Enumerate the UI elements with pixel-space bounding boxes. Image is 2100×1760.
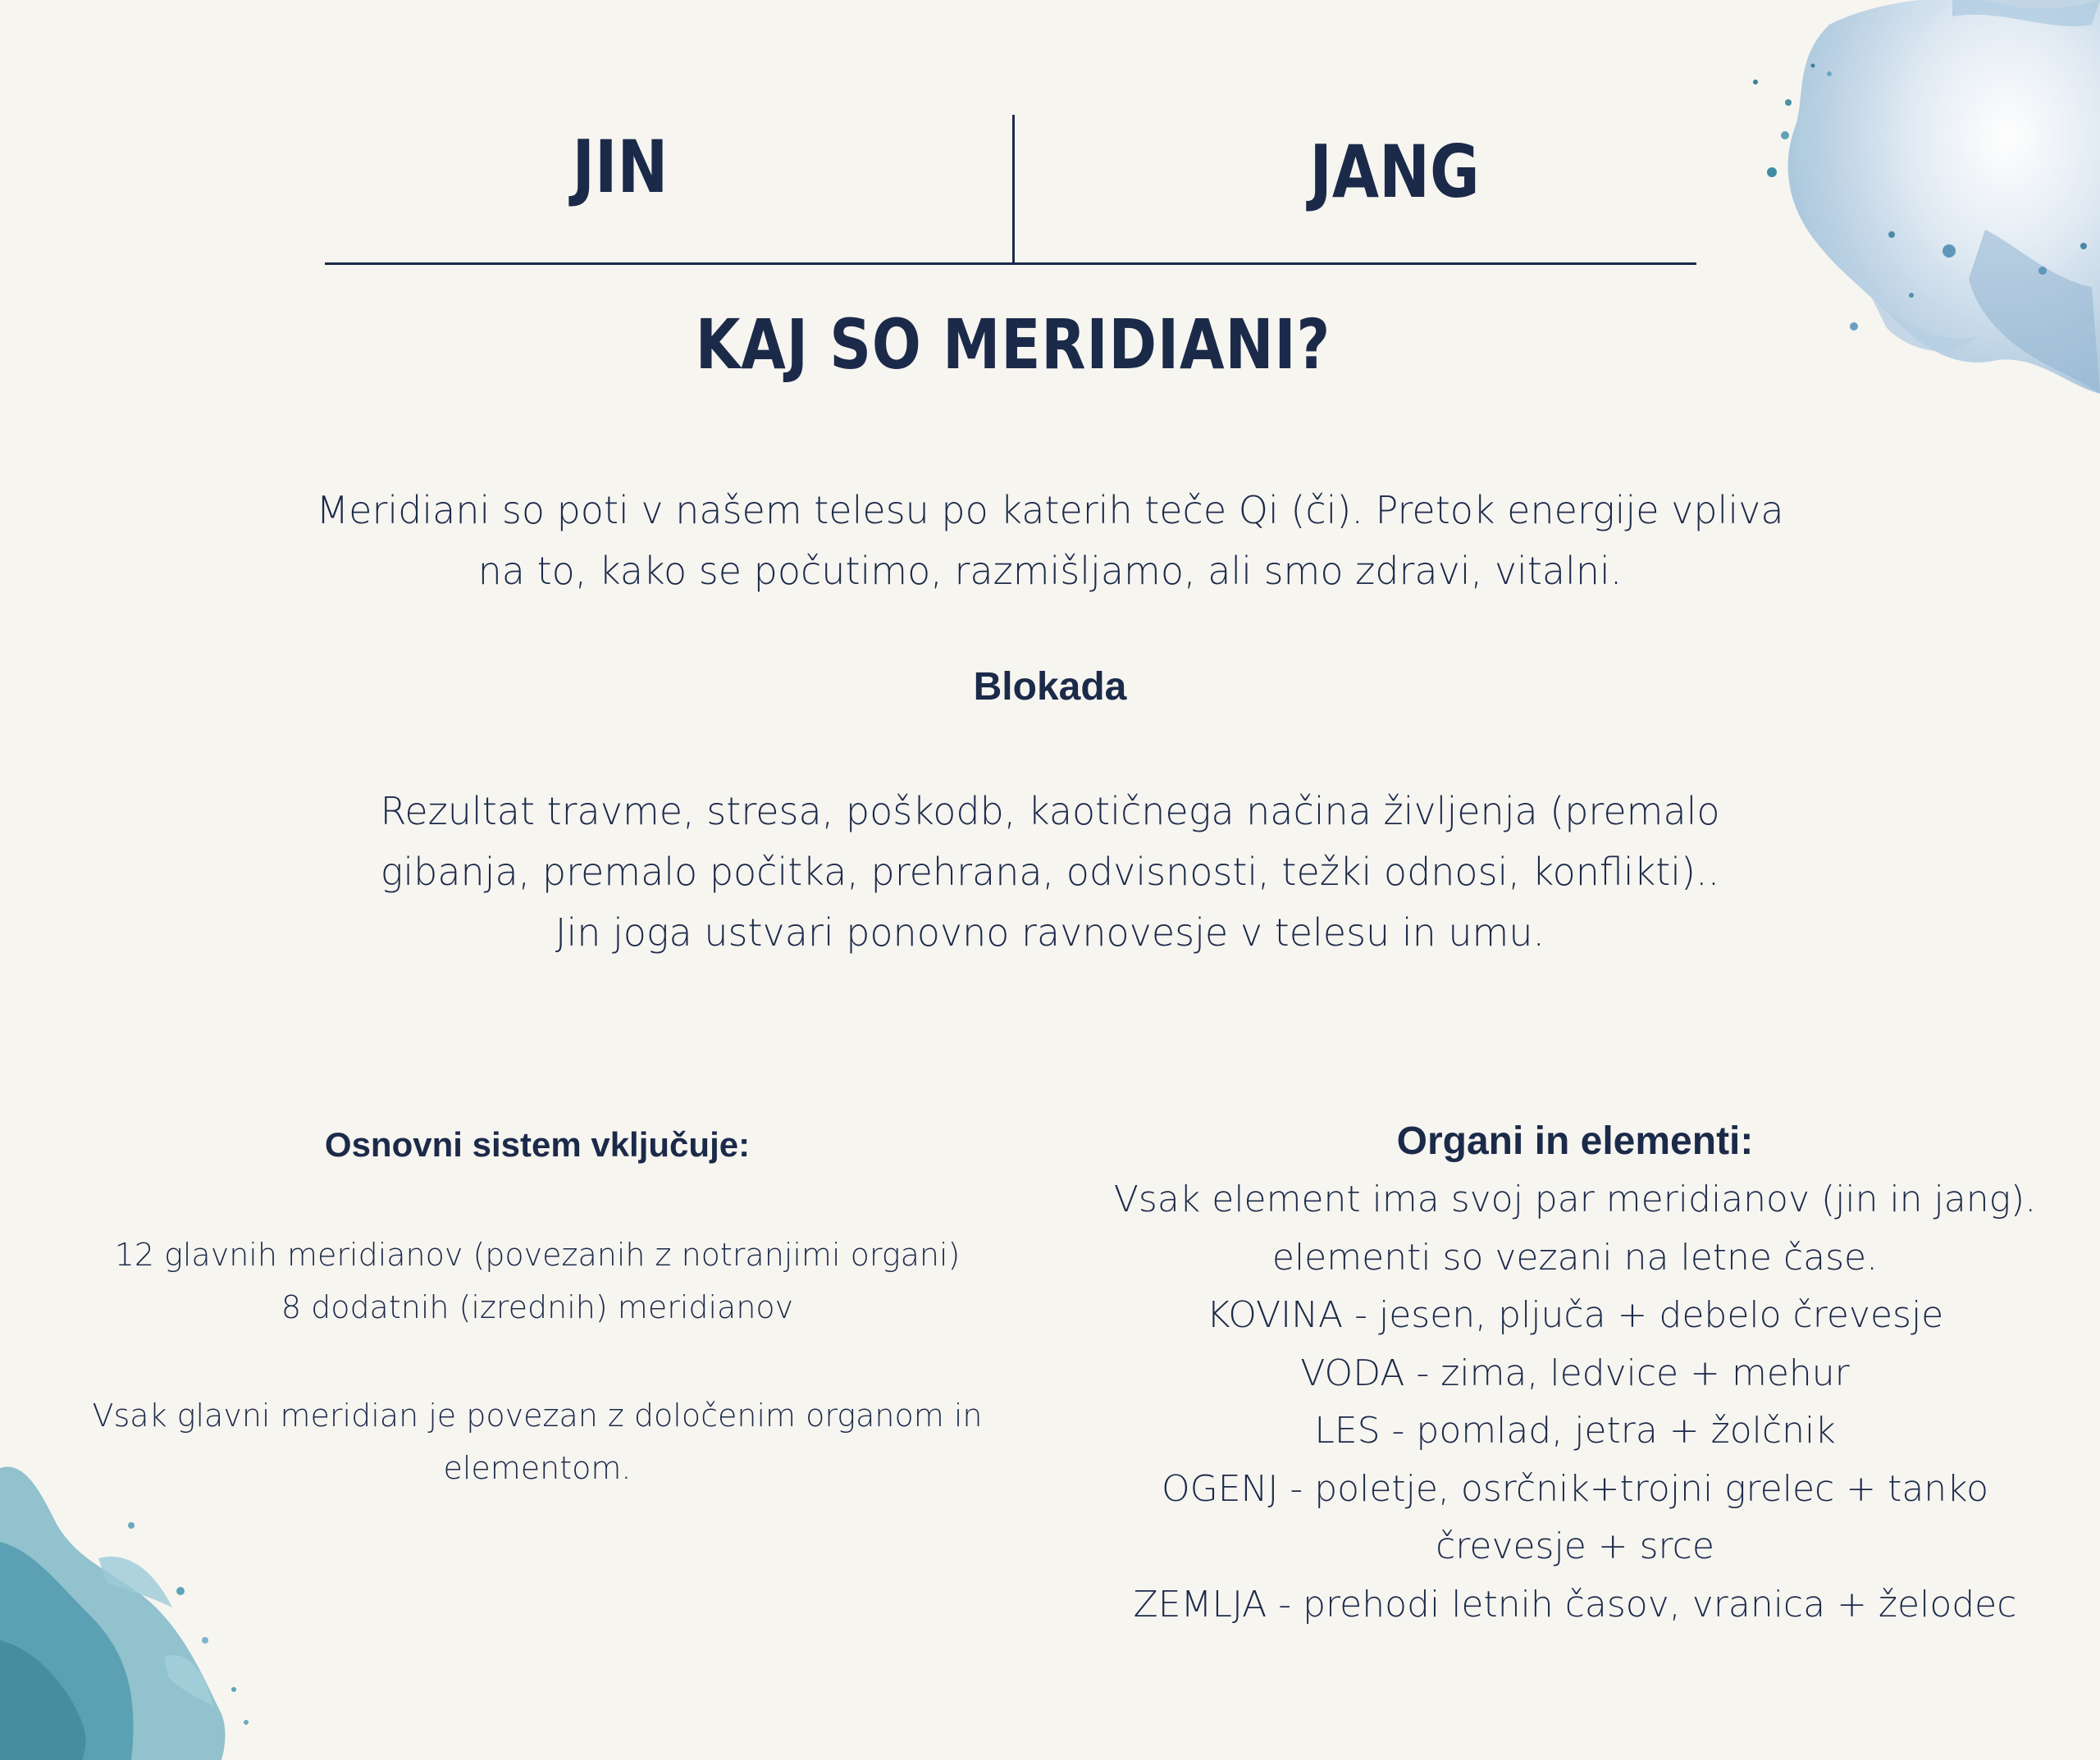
osnovni-sistem-paragraph bbox=[33, 1229, 1042, 1494]
osnovni-sistem-heading: Osnovni sistem vključuje: bbox=[324, 1125, 751, 1164]
blokada-line: Rezultat travme, stresa, poškodb, kaotičnega načina življenja (premalo bbox=[380, 789, 1720, 833]
organi-paragraph bbox=[1099, 1171, 2051, 1634]
organi-line-les: LES - pomlad, jetra + žolčnik bbox=[1314, 1410, 1836, 1452]
jang-heading: JANG bbox=[1309, 130, 1480, 214]
blokada-paragraph bbox=[271, 781, 1829, 963]
page-title: KAJ SO MERIDIANI? bbox=[695, 304, 1331, 385]
osnovni-sistem-note-line: elementom. bbox=[443, 1450, 632, 1486]
organi-line-zemlja: ZEMLJA - prehodi letnih časov, vranica + želodec bbox=[1133, 1583, 2017, 1625]
osnovni-sistem-note-line: Vsak glavni meridian je povezan z določenim organom in bbox=[92, 1398, 983, 1434]
organi-line-ogenj: OGENJ - poletje, osrčnik+trojni grelec + tanko črevesje + srce bbox=[1161, 1467, 1989, 1567]
organi-line-voda: VODA - zima, ledvice + mehur bbox=[1300, 1352, 1850, 1394]
organi-line-kovina: KOVINA - jesen, pljuča + debelo črevesje bbox=[1206, 1294, 1944, 1336]
organi-line: Vsak element ima svoj par meridianov (jin in jang). bbox=[1113, 1179, 2037, 1220]
blokada-heading: Blokada bbox=[973, 665, 1127, 709]
blokada-line: Jin joga ustvari ponovno ravnovesje v telesu in umu. bbox=[555, 910, 1545, 955]
intro-paragraph bbox=[230, 480, 1870, 601]
header-horizontal-rule bbox=[325, 262, 1696, 265]
osnovni-sistem-line: 8 dodatnih (izrednih) meridianov bbox=[281, 1289, 794, 1325]
header-vertical-divider bbox=[1012, 115, 1015, 264]
organi-heading: Organi in elementi: bbox=[1396, 1119, 1754, 1163]
watercolor-splash-top-right bbox=[1706, 0, 2100, 410]
spacer bbox=[33, 1334, 1042, 1389]
osnovni-sistem-line: 12 glavnih meridianov (povezanih z notranjimi organi) bbox=[114, 1237, 961, 1273]
blokada-line: gibanja, premalo počitka, prehrana, odvisnosti, težki odnosi, konflikti).. bbox=[380, 850, 1720, 894]
organi-line: elementi so vezani na letne čase. bbox=[1271, 1236, 1879, 1279]
jin-heading: JIN bbox=[572, 125, 669, 209]
intro-line: Meridiani so poti v našem telesu po katerih teče Qi (či). Pretok energije vpliva bbox=[316, 488, 1784, 532]
intro-line: na to, kako se počutimo, razmišljamo, ali smo zdravi, vitalni. bbox=[477, 549, 1623, 593]
